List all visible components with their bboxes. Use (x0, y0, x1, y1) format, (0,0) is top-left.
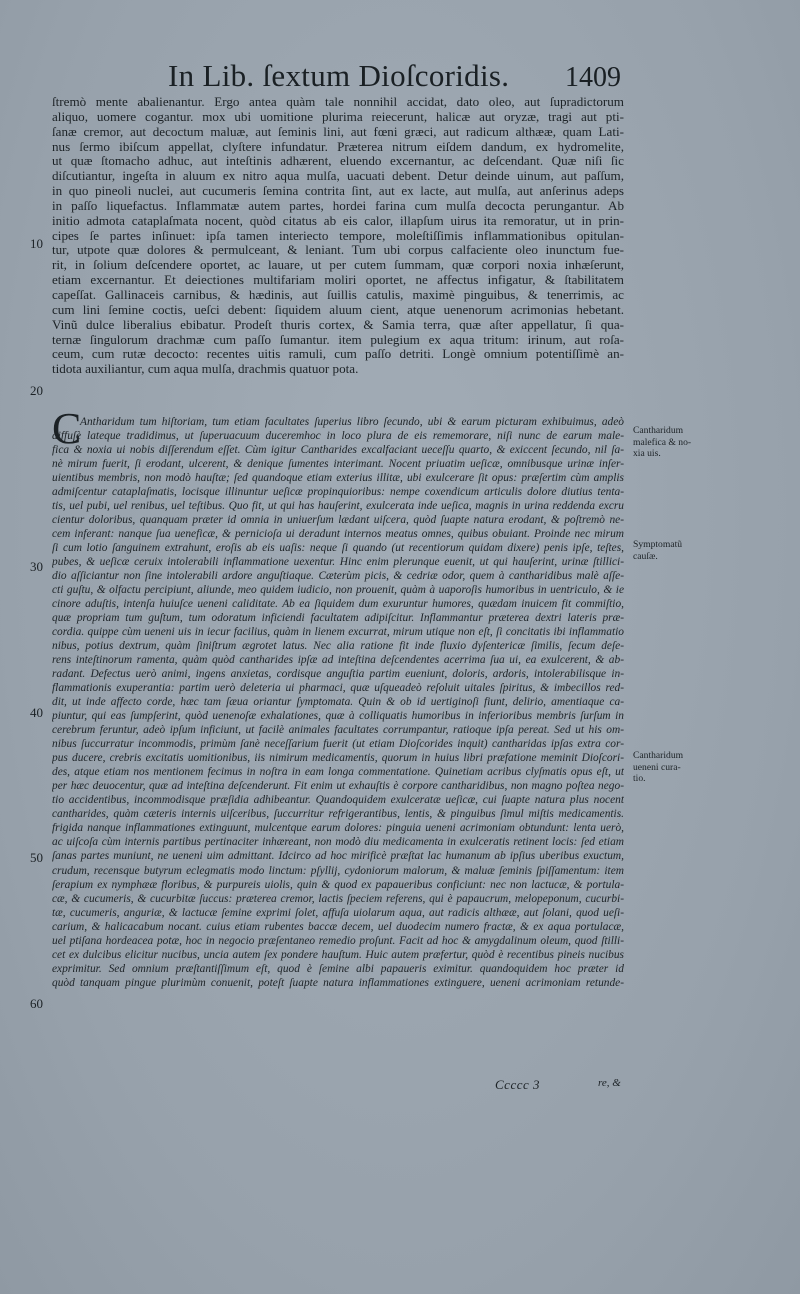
roman-text-line: initio admota cataplaſmata nocent, quòd citatus ab eis calor, illapſum uirus ita remoratur, ut in prin- (52, 213, 624, 228)
italic-text-line: cordia. quippe cùm ueneni uis in iecur facilius, quàm in lienem excurrat, mirum utique non eſt, ſi concitatis ibi inflammatio (52, 626, 624, 639)
italic-text-line: exprimitur. Sed omnium præſtantiſſimum eſt, quod è ſemine albi papaueris eximitur. quandoquidem hoc præter id (52, 962, 624, 975)
italic-text-line: crudum, recensque butyrum eclegmatis modo linctum: pſyllij, cydoniorum malorum, & maluæ ſeminis ſpiſſamentum: item (52, 864, 624, 877)
roman-text-line: in quo pineoli nuclei, aut cucumeris ſemina contrita ſint, aut ex lacte, aut mulſa, aut anſerinus adeps (52, 184, 624, 199)
roman-text-line: nus ſermo ibiſcum appellat, clyſtere infundatur. Præterea nitrum eiſdem dandum, ex hydromelite, (52, 139, 624, 154)
line-number: 30 (30, 559, 43, 574)
italic-text-line: quòd tanquam pingue plurimùm conuenit, poteſt ſuapte natura inflammationes extinguere, ueneni acrimoniam retunde- (52, 976, 624, 989)
italic-text-line: pubes, & ueſicæ ceruix intolerabili inflammatione uexentur. Hinc enim plerunque euenit, ut qui hauſerint, urinæ ſtillici- (52, 556, 624, 569)
italic-text-line: admiſcentur cataplaſmatis, locisque illinuntur ueſicæ propinquioribus: nempe coxendicum articulis dolore diutius tenta- (52, 486, 624, 499)
italic-text-line: ac uiſcoſa cùm internis partibus pertinaciter inhæreant, non modò diu medicamenta in exulceratis retinent locis: ſed etiam (52, 836, 624, 849)
italic-text-line: Antharidum tum hiſtoriam, tum etiam facultates ſuperius libro ſecundo, ubi & earum picturam exhibuimus, adeò (80, 416, 624, 428)
italic-text-line: cantharides, quàm cæteris internis uiſceribus, ſuccurritur refrigerantibus, lentis, & pinguibus ſimul miſtis medicamentis. (52, 808, 624, 821)
roman-text-line: in paſſo liquefactus. Inflammatæ autem partes, hordei farina cum mulſa decocta perungantur. Ab (52, 198, 624, 213)
side-note-line: xia uis. (633, 448, 661, 459)
roman-text-line: tur, utpote quæ dolores & permulceant, & leniant. Tum ubi corpus calfaciente oleo inunctum fue- (52, 243, 624, 258)
italic-text-line: pus ducere, crebris excitatis uomitionibus, iis nimirum medicamentis, quorum in huius libri præfatione meminit Dioſcori- (52, 752, 624, 765)
italic-text-line: des, atque etiam nos mentionem fecimus in noſtra in eam longa commentatione. Quinetiam acribus clyſmatis opus eſt, ut (52, 766, 624, 779)
side-note-line: ueneni cura- (633, 761, 681, 773)
side-note-curatio (633, 750, 725, 785)
italic-text-line: tio accidentibus, incommodisque præſidia adhibeantur. Quandoquidem exulceratæ ueſicæ, cui ſuapte natura plus nocent (52, 794, 624, 807)
side-note-line: malefica & no- (633, 436, 692, 448)
italic-text-line: rens inteſtinorum ramenta, quàm quòd cantharides ipſæ ad inteſtina deſcendentes acerrima ſua ui, ea exulcerent, & ab- (52, 654, 624, 667)
roman-text-line: cipes ſe partes inſinuet: ipſa tamen interiecto tempore, moleſtiſſimis inflammationibus opitulan- (52, 228, 624, 243)
roman-text-line: rit, in ſolium deſcendere oportet, ac lauare, ut per cutem ſummam, quæ corpori noxia inhæſerunt, (52, 258, 624, 273)
side-note-symptoma (633, 539, 725, 562)
side-note-line: tio. (633, 773, 646, 784)
italic-text-line: nè mirum fuerit, ſi erodant, ulcerent, & denique ſumentes interimant. Nocent priuatim ueſicæ, omnibusque urinæ inſer- (52, 458, 624, 471)
italic-text-line: ſi cum lotio ſanguinem extrahunt, eroſis ab eis uaſis: neque ſi quando (ut recentiorum quidam dixere) penis ipſe, teſtes, (52, 542, 624, 555)
line-number: 10 (30, 236, 43, 251)
italic-text-line: ſanas partes muniunt, ne ueneni uim admittant. Idcirco ad hoc mirificè præſtat lac humanum ab ipſius uberibus exuctum, (52, 850, 624, 863)
italic-text-line: uientibus membris, non modò hauſtæ; ſed quandoque etiam exterius illitæ, ubi exulcerare ſit opus: præſertim cùm amplis (52, 472, 624, 485)
line-number: 50 (30, 850, 43, 865)
roman-text-line: ternæ ſingulorum drachmæ cum paſſo ſumantur. item pulegium ex aqua tritum: irinum, aut roſa- (52, 332, 624, 347)
roman-text-line: ſanæ cremor, aut decoctum maluæ, aut ſeminis lini, aut fœni græci, aut radicum althææ, quam Lati- (52, 124, 624, 139)
italic-text-line: carium, & halicacabum nocant. cuius etiam rubentes baccæ decem, uel duodecim numero fractæ, & ex aqua portulacæ, (52, 920, 624, 933)
side-note-line: cauſæ. (633, 550, 658, 562)
italic-text-line: quæ propriam tum guſtum, tum odoratum inficiendi facultatem adipiſcitur. Inflammantur præterea dextri lateris præ- (52, 612, 624, 625)
italic-commentary-block (52, 415, 624, 990)
line-number: 60 (30, 996, 43, 1011)
italic-text-line: tis, uel pubi, uel renibus, uel teſtibus. Quo fit, ut qui has hauſerint, exulcerata inde ueſica, magnis in urina reddenda excru (52, 500, 624, 513)
italic-text-line: tæ, cucumeris, anguriæ, & lactucæ ſemine exprimi ſolet, affuſa uiolarum aqua, aut radicis althææ, aut ſolani, quod ueſi- (52, 906, 624, 919)
italic-text-line: cti guſtu, & olfactu percipiunt, aliunde, meo quidem iudicio, non prouenit, quàm à uaporoſis humoribus in uentriculo, & ie (52, 584, 624, 597)
italic-text-line: cet ex dulcibus elicitur nucibus, uncia autem ſex pondere hauſtum. Huic autem præfertur, quòd è recentibus pineis nucibus (52, 948, 624, 961)
italic-text-line: uel ptiſana hordeacea potæ, hoc in negocio præſentaneo remedio proſunt. Facit ad hoc & amygdalinum oleum, quod ſtilli- (52, 934, 624, 947)
side-note-line: Cantharidum (633, 750, 684, 761)
italic-text-line: per hæc deuocentur, quæ ad inteſtina deſcenderunt. Fit enim ut exhauſtis è corpore cantharidibus, non magno poſtea nego- (52, 780, 624, 793)
roman-text-line: ceum, cum rutæ decocto: recentes uitis ramuli, cum paſſo detriti. Longè omnium potentiſſimè an- (52, 347, 624, 362)
italic-text-line: cerebrum feruntur, adeò ipſum inficiunt, ut facilè animales facultates corrumpantur, ratioque ipſa pereat. Sed ut his om- (52, 724, 624, 737)
side-note-malefica (633, 425, 725, 460)
italic-text-line: flammationis exuperantia: partim uerò deleteria ui pharmaci, quæ uſqueadeò reſoluit uitales ſpiritus, & imbecillos red- (52, 682, 624, 695)
roman-text-line: Vinũ dulce liberalius ebibatur. Prodeſt thuris cortex, & Samia terra, quæ aſter appellatur, ſi qua- (52, 317, 624, 332)
side-note-line: Cantharidum (633, 425, 684, 436)
roman-text-block (52, 95, 624, 377)
italic-text-line: nibus ſuccurratur incommodis, primùm ſanè neceſſarium fuerit (ut etiam Dioſcorides inquit) cantharidas ipſas extra cor- (52, 738, 624, 751)
roman-text-line: aliquo, uomere cogantur. mox ubi uomitione plurima reiecerunt, halicæ aut oryzæ, tragi aut pti- (52, 109, 624, 124)
running-head: In Lib. ſextum Dioſcoridis. (168, 58, 510, 93)
italic-text-line: piuntur, qui eas ſumpſerint, quòd uenenoſæ exhalationes, quæ à colliquatis humoribus in inferioribus membris ſurſum in (52, 710, 624, 723)
side-note-line: Symptomatũ (633, 539, 683, 550)
roman-text-line: cum lini ſemine coctis, ueſci debent: ſiquidem aluum cient, atque uenenorum acrimonias hebetant. (52, 302, 624, 317)
roman-text-line: ſtremò mente abalienantur. Ergo antea quàm tale nonnihil accidat, dato oleo, aut ſupradictorum (52, 95, 624, 109)
roman-text-line: tidota auxiliantur, cum aqua mulſa, drachmis quatuor pota. (52, 362, 359, 377)
italic-text-line: dio aſſiciantur non ſine intolerabili ardore anguſtiaque. Cæterùm picis, & cedriæ odor, quem à cantharidibus malè aſſe- (52, 570, 624, 583)
italic-text-line: cientur doloribus, quanquam præter id omnia in uniuerſum lædant uiſcera, quòd ſuapte natura erodant, & poſtremò ne- (52, 514, 624, 527)
roman-text-line: diſcutiantur, ingeſta in aluum ex nitro aqua mulſa, uacuati debent. Detur deinde uinum, aut paſſum, (52, 169, 624, 184)
italic-text-line: cem inferant: nanque ſua ueneficæ, & pernicioſa ui deradunt internos meatus omnes, quibus obuiant. Proinde nec mirum (52, 528, 624, 541)
italic-text-line: cæ, & cucumeris, & cucurbitæ ſuccus: præterea cremor, lactis ſpeciem referens, qui è papaucrum, melopeponum, cucurbi- (52, 892, 624, 905)
catchword: re, & (598, 1077, 621, 1089)
roman-text-line: etiam excernantur. Et deiectiones multifariam moliri oportet, ne affectus infigatur, & ſtabilitatem (52, 273, 624, 288)
italic-text-line: fica & noxia ui nobis diſſerendum eſſet. Cùm igitur Cantharides excalfaciant ueceſſu quarto, & exiccent ſecundo, nil ſa- (52, 444, 624, 457)
italic-text-line: frigida nanque inflammationes extinguunt, mulcentque earum dolores: pinguia ueneni acrimoniam obtundunt: lenta uerò, (52, 822, 624, 835)
line-number: 20 (30, 383, 43, 398)
page-number: 1409 (565, 62, 621, 93)
italic-text-line: diffuſè lateque tradidimus, ut ſuperuacuum duceremhoc in loco plura de eis rememorare, niſi nunc de earum male- (52, 430, 624, 443)
roman-text-line: capeſſat. Gallinaceis carnibus, & hædinis, aut ſuillis catulis, maximè pinguibus, & tenerrimis, ac (52, 287, 624, 302)
italic-text-line: cinore aduſtis, intenſa huiuſce ueneni caliditate. Ab ea ſiquidem dum exuruntur humores, quædam inuicem fit commiſtio, (52, 598, 624, 611)
dropcap-initial: C (52, 404, 82, 453)
line-number: 40 (30, 705, 43, 720)
italic-text-line: ſerapium ex nymphææ floribus, & purpureis uiolis, quin & quod ex papaueribus conficiunt: nec non lactucæ, & portula- (52, 878, 624, 891)
roman-text-line: ut quæ ſtomacho adhuc, aut inteſtinis adhærent, eluendo excernantur, ac deſcendant. Quæ niſi ſic (52, 154, 624, 169)
italic-text-line: dit, ut inde affecto corde, hæc tam ſæua oriantur ſymptomata. Quin & ob id uertiginoſi fiunt, delirio, amentiaque ca- (52, 696, 624, 709)
signature-mark: Ccccc 3 (495, 1077, 541, 1092)
italic-text-line: radant. Defectus uerò animi, ingens anxietas, cordisque anguſtia partim eueniunt, doloris, ardoris, intolerabilisque in- (52, 668, 624, 681)
italic-text-line: nibus, potius dextrum, quàm ſiniſtrum ægrotet latus. Nec alia ratione fit inde fluxio dyſentericæ ſimilis, ſecum deſe- (52, 640, 624, 653)
